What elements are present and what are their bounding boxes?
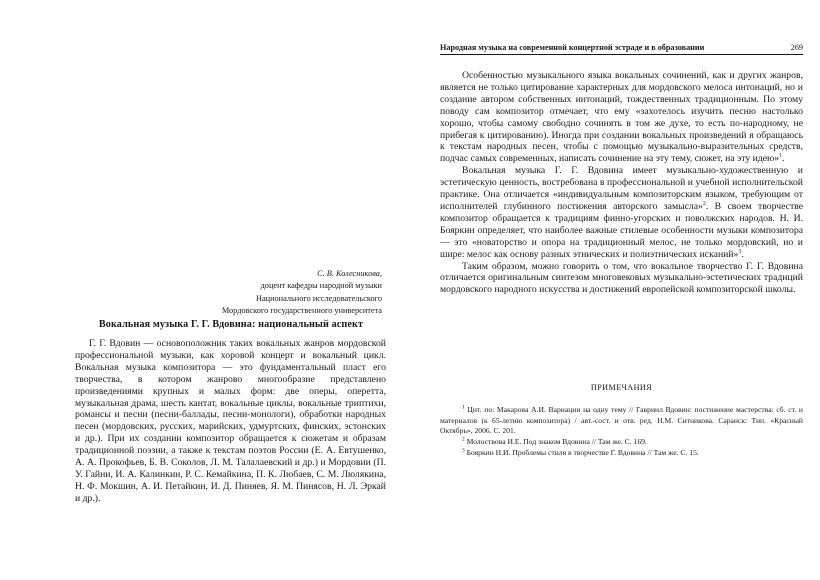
- paragraph-1: [440, 70, 803, 165]
- footnote-ref-1[interactable]: 1: [779, 153, 783, 160]
- running-header-title: Народная музыка на современной концертной эстраде и в образовании: [440, 43, 705, 52]
- page-number: 269: [790, 43, 803, 52]
- author-position: доцент кафедры народной музыки: [260, 281, 382, 291]
- paragraph-3: Таким образом, можно говорить о том, что вокальное творчество Г. Г. Вдовина отличается оригинальным синтезом многовековых музыкально-эстетических традиций мордовского народного искусства и достижений европейской композиторской школы.: [440, 260, 803, 296]
- note-text: Бояркин Н.И. Проблемы стиля в творчестве Г. Вдовина // Там же. С. 15.: [466, 447, 699, 457]
- note-text: Цит. по: Макарова А.И. Вариации на одну тему // Гавриил Вдовин: постижение мастерства: сб. ст. и материалов (к 65-летию композитора) / авт.-сост. и отв. ред. Н.М. Ситникова. Саранск: Тип. «Красный Октябрь», 2006. С. 201.: [440, 405, 803, 436]
- author-institution-line-1: Национального исследовательского: [255, 293, 382, 303]
- author-block: [150, 268, 382, 318]
- note-text: Молоствова И.Е. Под знаком Вдовина // Там же. С. 169.: [466, 437, 647, 447]
- notes-heading: ПРИМЕЧАНИЯ: [590, 383, 653, 392]
- footnote-ref-2[interactable]: 2: [702, 200, 706, 207]
- intro-paragraph: Г. Г. Вдовин — основоположник таких вокальных жанров мордовской профессиональной музыки, как хоровой концерт и вокальный цикл. Вокальная музыка композитора — это фундаментальный пласт его творчества, в котором жанрово многообразие представлено произведениями крупных и малых форм: две оперы, оперетта, музыкальная драма, шесть кантат, вокальные циклы, вокальные триптихи, романсы и песни (песни-баллады, песни-монологи), обработки народных песен (мордовских, русских, марийских, удмуртских, финских, эстонских и др.). При их создании композитор обращается к сюжетам и образам традиционной поэзии, а также к текстам поэтов России (Е. А. Евтушенко, А. А. Прокофьев, Б. В. Соколов, Л. М. Талалаевский и др.) и Мордовии (П. У. Гайни, И. А. Калинкин, Р. С. Кемайкина, П. К. Любаев, С. М. Люлякина, Н. Ф. Мокшин, А. И. Петайкин, И. Д. Пиняев, Я. М. Пинясов, Н. Л. Эркай и др.).: [75, 338, 386, 504]
- note-mark: 3: [462, 447, 465, 454]
- author-institution-line-2: Мордовского государственного университета: [221, 306, 382, 316]
- note-mark: 2: [462, 436, 465, 443]
- paragraph-2: [440, 165, 803, 260]
- note-mark: 1: [462, 404, 465, 411]
- note-item: [440, 437, 803, 448]
- notes-list: [440, 405, 803, 459]
- paragraph-2-text-a: Вокальная музыка Г. Г. Вдовина имеет музыкально-художественную и эстетическую ценность, востребована в профессиональной и учебной исполнительской практике. Она отличается «индивидуальным композиторским языком, требующим от исполнителей глубинного постижения авторского замысла»: [440, 165, 803, 212]
- body-text: [440, 70, 803, 296]
- note-item: [440, 405, 803, 437]
- right-page: [410, 0, 820, 580]
- author-name: С. В. Колесникова,: [317, 269, 382, 278]
- note-item: [440, 448, 803, 459]
- paragraph-1-end: .: [782, 153, 785, 165]
- paragraph-2-end: .: [741, 248, 744, 260]
- paragraph-1-text: Особенностью музыкального языка вокальных сочинений, как и других жанров, является не только цитирование характерных для мордовского мелоса интонаций, но и создание автором собственных интонаций, тождественных традиционным. По этому поводу сам композитор отмечает, что ему «захотелось изучить песню настолько хорошо, чтобы самому свободно сочинять в том же духе, то есть по-народному, не прибегая к цитированию). Иногда при создании вокальных произведений я обращаюсь к текстам народных песен, чтобы с помощью музыкально-выразительных средств, подчас самых современных, написать сочинение на эту тему, сюжет, на эту идею»: [440, 70, 803, 165]
- article-title: Вокальная музыка Г. Г. Вдовина: национальный аспект: [98, 319, 364, 330]
- running-header: [440, 43, 803, 55]
- paragraph-2-text-b: . В своем творчестве композитор обращается к традициям финно-угорских и поволжских народов. Н. И. Бояркин определяет, что наиболее важные стилевые особенности музыки композитора — это «новаторство и опора на традиционный мелос, не только мордовский, но и шире: мелос как основу разных этнических и полиэтнических исканий»: [440, 200, 803, 260]
- footnote-ref-3[interactable]: 3: [738, 248, 742, 255]
